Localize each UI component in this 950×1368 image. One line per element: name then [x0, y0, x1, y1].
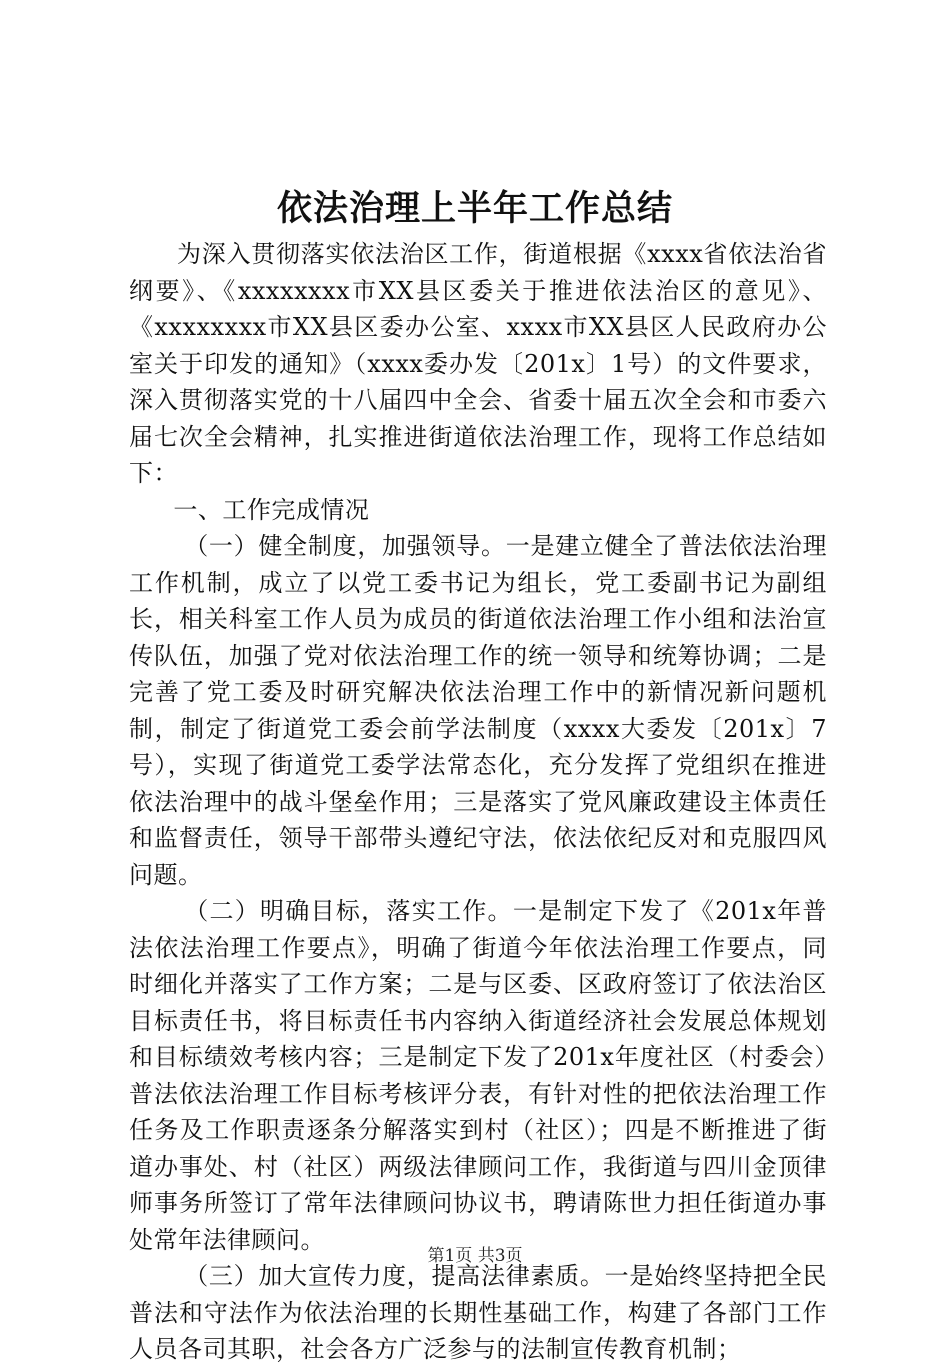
page-number-footer: 第1页 共3页: [427, 1246, 523, 1266]
section-heading: 一、工作完成情况: [173, 495, 370, 524]
subsection-paragraph-3: （三）加大宣传力度，提高法律素质。一是始终坚持把全民普法和守法作为依法治理的长期性基础工作，构建了各部门工作人员各司其职，社会各方广泛参与的法制宣传教育机制；: [129, 1262, 827, 1363]
subsection-paragraph-1: （一）健全制度，加强领导。一是建立健全了普法依法治理工作机制，成立了以党工委书记为组长，党工委副书记为副组长，相关科室工作人员为成员的街道依法治理工作小组和法治宣传队伍，加强了党对依法治理工作的统一领导和统筹协调；二是完善了党工委及时研究解决依法治理工作中的新情况新问题机制，制定了街道党工委会前学法制度（xxxx大委发〔201x〕7号），实现了街道党工委学法常态化，充分发挥了党组织在推进依法治理中的战斗堡垒作用；三是落实了党风廉政建设主体责任和监督责任，领导干部带头遵纪守法，依法依纪反对和克服四风问题。: [129, 532, 827, 889]
document-body: [129, 236, 827, 1368]
subsection-paragraph-2: （二）明确目标，落实工作。一是制定下发了《201x年普法依法治理工作要点》，明确了街道今年依法治理工作要点，同时细化并落实了工作方案；二是与区委、区政府签订了依法治区目标责任书，将目标责任书内容纳入街道经济社会发展总体规划和目标绩效考核内容；三是制定下发了201x年度社区（村委会）普法依法治理工作目标考核评分表，有针对性的把依法治理工作任务及工作职责逐条分解落实到村（社区）；四是不断推进了街道办事处、村（社区）两级法律顾问工作，我街道与四川金顶律师事务所签订了常年法律顾问协议书，聘请陈世力担任街道办事处常年法律顾问。: [129, 897, 827, 1254]
intro-paragraph: 为深入贯彻落实依法治区工作，街道根据《xxxx省依法治省纲要》、《xxxxxxxx市XX县区委关于推进依法治区的意见》、《xxxxxxxx市XX县区委办公室、xxxx市XX县区人民政府办公室关于印发的通知》（xxxx委办发〔201x〕1号）的文件要求，深入贯彻落实党的十八届四中全会、省委十届五次全会和市委六届七次全会精神，扎实推进街道依法治理工作，现将工作总结如下：: [129, 240, 827, 487]
document-title: 依法治理上半年工作总结: [276, 188, 673, 229]
